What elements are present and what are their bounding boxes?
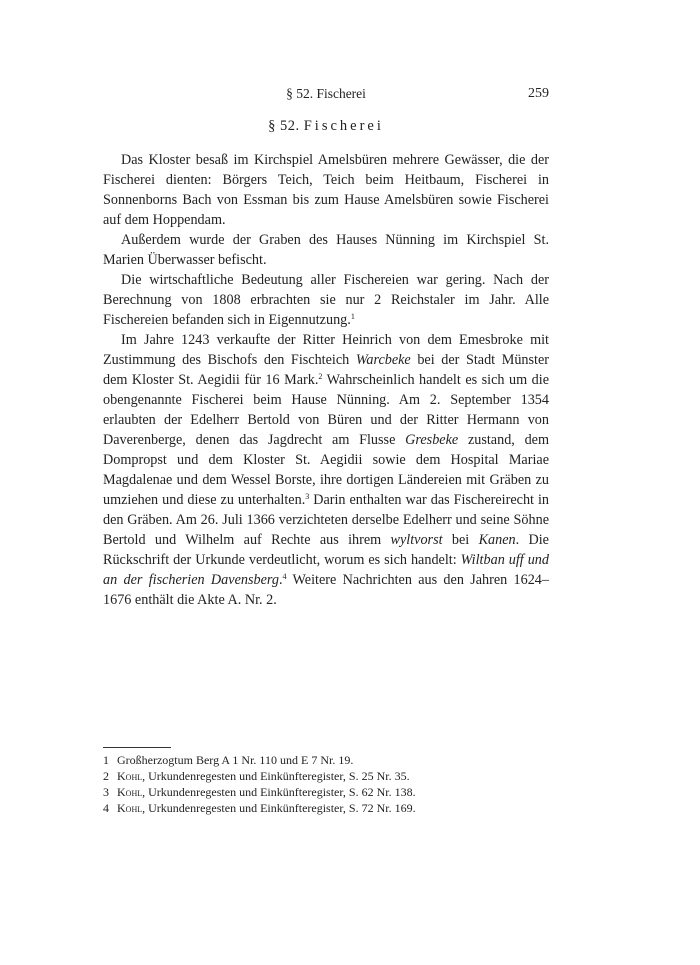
italic-term: wyltvorst	[390, 532, 443, 548]
italic-term: Warcbeke	[355, 352, 411, 368]
book-page	[103, 0, 549, 965]
body-paragraph	[103, 150, 549, 230]
footnote-author: Kohl	[117, 801, 143, 815]
footnote-text	[117, 768, 410, 784]
footnote-ref: 1	[350, 312, 355, 321]
body-paragraph	[103, 270, 549, 330]
paragraph-text: Wahrscheinlich handelt es sich um die obengenannte Fischerei beim Hause Nünning. Am 2. September 1354 erlaubten der Edelherr Bertold von Büren und der Ritter Hermann von Daverenberge, denen das Jagdrecht am Flusse	[103, 372, 549, 448]
footnote-citation: , Urkundenregesten und Einkünfteregister, S. 62 Nr. 138.	[142, 785, 416, 799]
footnote-rule	[103, 747, 171, 748]
footnote-author: Kohl	[117, 769, 143, 783]
footnote-number: 2	[103, 769, 109, 783]
paragraph-text: bei	[442, 532, 479, 548]
footnote-text	[117, 784, 416, 800]
footnote-citation: Großherzogtum Berg A 1 Nr. 110 und E 7 Nr. 19.	[117, 753, 354, 767]
paragraph-text: zustand, dem Dompropst und dem Kloster St. Aegidii sowie dem Hospital Mariae Magdalenae und dem Wessel Borste, ihre dortigen Ländereien mit Gräben zu umziehen und diese zu unterhalten.	[103, 432, 550, 508]
paragraph-text: Im Jahre 1243 verkaufte der Ritter Heinrich von dem Emesbroke mit Zustimmung des Bischofs den Fischteich	[103, 332, 549, 368]
footnote	[103, 752, 549, 768]
italic-term: Wiltban uff und an der fischerien Davensberg	[103, 552, 549, 588]
paragraph-text: Darin enthalten war das Fischereirecht in den Gräben. Am 26. Juli 1366 verzichteten derselbe Edelherr und seine Söhne Bertold und Wilhelm auf Rechte aus ihrem	[103, 492, 549, 548]
footnote-author: Kohl	[117, 785, 143, 799]
section-title: Fischerei	[303, 118, 384, 134]
italic-term: Gresbeke	[405, 432, 459, 448]
footnote-citation: , Urkundenregesten und Einkünfteregister, S. 25 Nr. 35.	[142, 769, 410, 783]
section-heading	[103, 118, 549, 135]
body-paragraph	[103, 330, 549, 610]
paragraph-text: Außerdem wurde der Graben des Hauses Nünning im Kirchspiel St. Marien Überwasser befischt.	[103, 232, 549, 268]
footnote-ref: 4	[282, 572, 287, 581]
paragraph-text: .	[278, 572, 283, 588]
paragraph-text: Weitere Nachrichten aus den Jahren 1624–1676 enthält die Akte A. Nr. 2.	[103, 572, 549, 608]
body-paragraph	[103, 230, 549, 270]
footnote-citation: , Urkundenregesten und Einkünfteregister, S. 72 Nr. 169.	[142, 801, 416, 815]
running-title: § 52. Fischerei	[286, 86, 366, 101]
footnote-number: 3	[103, 785, 109, 799]
paragraph-text: Das Kloster besaß im Kirchspiel Amelsbüren mehrere Gewässer, die der Fischerei dienten: Börgers Teich, Teich beim Heitbaum, Fischerei in Sonnenborns Bach von Essman bis zum Hause Amelsbüren sowie Fischerei auf dem Hoppendam.	[103, 152, 549, 228]
footnote-number: 1	[103, 753, 109, 767]
footnote-ref: 3	[305, 492, 310, 501]
footnote	[103, 784, 549, 800]
running-head	[103, 86, 549, 106]
section-number: § 52.	[268, 118, 300, 134]
page-number: 259	[528, 86, 549, 101]
body-text	[103, 150, 549, 610]
footnote-text	[117, 752, 353, 768]
footnotes	[103, 752, 549, 816]
footnote-ref: 2	[318, 372, 323, 381]
italic-term: Kanen	[478, 532, 516, 548]
paragraph-text: . Die Rückschrift der Urkunde verdeutlicht, worum es sich handelt:	[103, 532, 549, 568]
paragraph-text: bei der Stadt Münster dem Kloster St. Aegidii für 16 Mark.	[103, 352, 549, 388]
footnote	[103, 800, 549, 816]
footnote	[103, 768, 549, 784]
footnote-number: 4	[103, 801, 109, 815]
paragraph-text: Die wirtschaftliche Bedeutung aller Fischereien war gering. Nach der Berechnung von 1808 erbrachten sie nur 2 Reichstaler im Jahr. Alle Fischereien befanden sich in Eigennutzung.	[103, 272, 549, 328]
footnote-text	[117, 800, 416, 816]
